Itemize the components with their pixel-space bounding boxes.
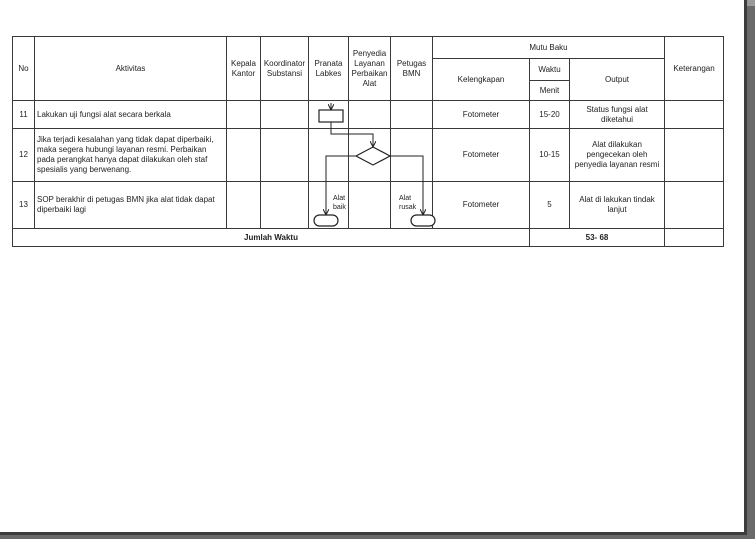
header-no: No	[13, 37, 35, 101]
header-output: Output	[570, 59, 665, 101]
header-aktivitas: Aktivitas	[35, 37, 227, 101]
table-row	[13, 182, 724, 229]
row-output: Status fungsi alat diketahui	[570, 101, 665, 129]
sop-table	[12, 36, 724, 247]
cell-koordinator	[261, 129, 309, 182]
row-keterangan	[665, 101, 724, 129]
cell-pranata	[309, 129, 349, 182]
row-no: 11	[13, 101, 35, 129]
table-row	[13, 129, 724, 182]
header-kelengkapan: Kelengkapan	[433, 59, 530, 101]
cell-penyedia	[349, 129, 391, 182]
row-output: Alat di lakukan tindak lanjut	[570, 182, 665, 229]
header-menit: Menit	[530, 81, 570, 101]
row-kelengkapan: Fotometer	[433, 101, 530, 129]
header-keterangan: Keterangan	[665, 37, 724, 101]
row-keterangan	[665, 129, 724, 182]
cell-kepala	[227, 101, 261, 129]
cell-petugas	[391, 101, 433, 129]
header-mutu-baku: Mutu Baku	[433, 37, 665, 59]
header-penyedia: Penyedia Layanan Perbaikan Alat	[349, 37, 391, 101]
label-alat-rusak-1: Alat	[399, 195, 412, 202]
row-no: 12	[13, 129, 35, 182]
cell-petugas	[391, 129, 433, 182]
footer-keterangan	[665, 229, 724, 247]
header-koordinator: Koordinator Substansi	[261, 37, 309, 101]
row-kelengkapan: Fotometer	[433, 182, 530, 229]
total-time-label: Jumlah Waktu	[13, 229, 530, 247]
cell-kepala	[227, 129, 261, 182]
label-alat-rusak-2: rusak	[399, 204, 417, 211]
cell-kepala	[227, 182, 261, 229]
cell-petugas	[391, 182, 433, 229]
row-aktivitas: SOP berakhir di petugas BMN jika alat tidak dapat diperbaiki lagi	[35, 182, 227, 229]
header-petugas: Petugas BMN	[391, 37, 433, 101]
total-time-value: 53- 68	[530, 229, 665, 247]
label-alat-baik-2: baik	[333, 204, 346, 211]
label-alat-baik-1: Alat	[333, 195, 346, 202]
cell-koordinator	[261, 182, 309, 229]
row-aktivitas: Lakukan uji fungsi alat secara berkala	[35, 101, 227, 129]
row-waktu: 5	[530, 182, 570, 229]
row-keterangan	[665, 182, 724, 229]
header-pranata: Pranata Labkes	[309, 37, 349, 101]
footer-row	[13, 229, 724, 247]
row-output: Alat dilakukan pengecekan oleh penyedia layanan resmi	[570, 129, 665, 182]
row-waktu: 15-20	[530, 101, 570, 129]
row-kelengkapan: Fotometer	[433, 129, 530, 182]
cell-penyedia	[349, 182, 391, 229]
cell-pranata	[309, 182, 349, 229]
row-waktu: 10-15	[530, 129, 570, 182]
cell-koordinator	[261, 101, 309, 129]
cell-pranata	[309, 101, 349, 129]
row-aktivitas: Jika terjadi kesalahan yang tidak dapat diperbaiki, maka segera hubungi layanan resmi. Perbaikan pada perangkat hanya dapat dilakukan oleh staf spesialis yang berwenang.	[35, 129, 227, 182]
cell-penyedia	[349, 101, 391, 129]
row-no: 13	[13, 182, 35, 229]
header-waktu: Waktu	[530, 59, 570, 81]
table-row	[13, 101, 724, 129]
header-kepala-kantor: Kepala Kantor	[227, 37, 261, 101]
header-row-1	[13, 37, 724, 59]
